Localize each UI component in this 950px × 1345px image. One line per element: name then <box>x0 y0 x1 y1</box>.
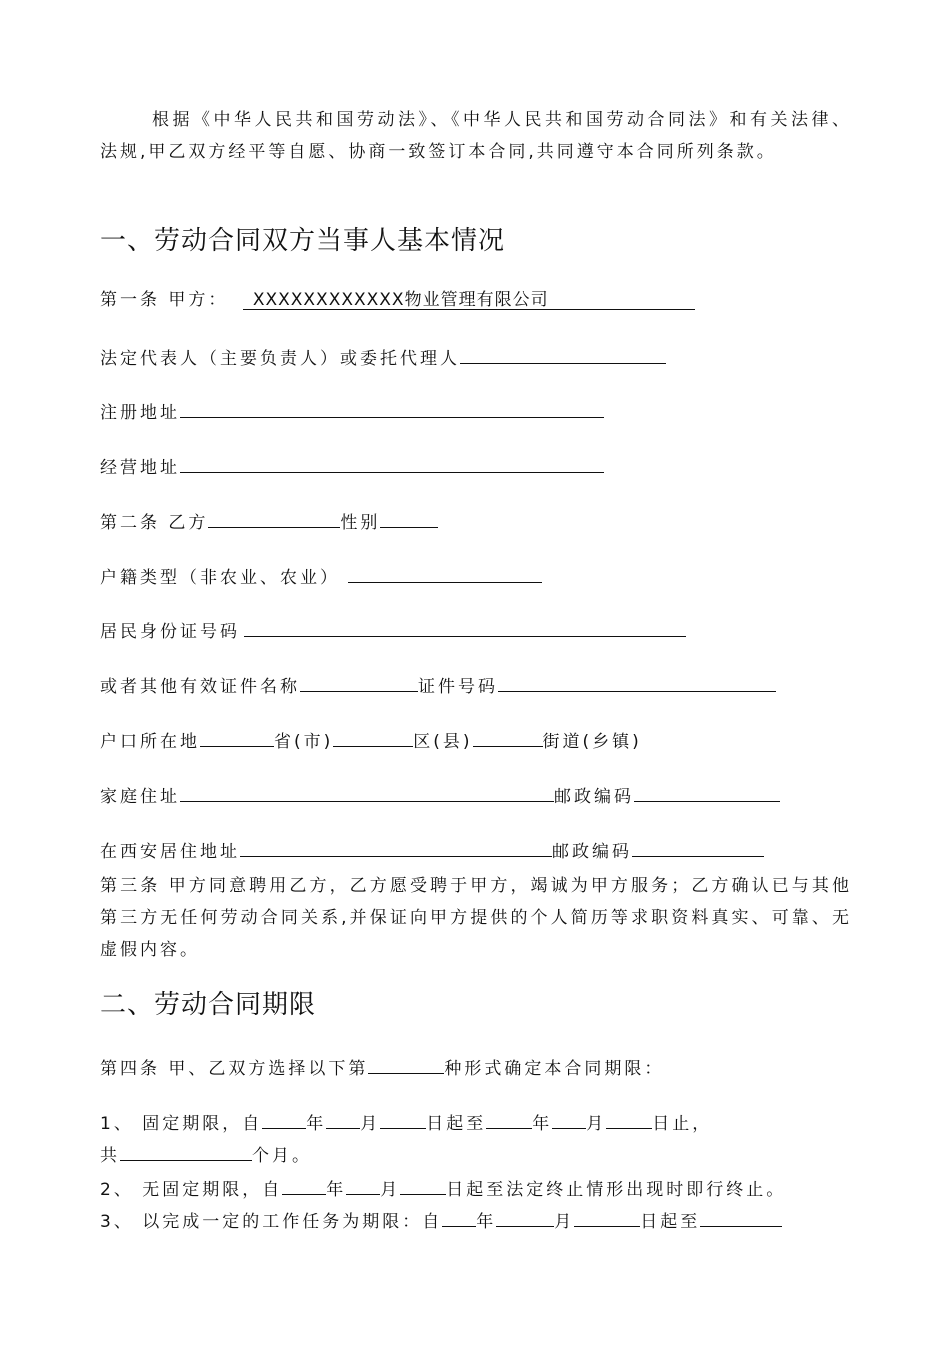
option3-label: 3、 以完成一定的工作任务为期限：自 <box>100 1212 443 1232</box>
legal-rep-row <box>100 347 666 368</box>
article1-row <box>100 292 695 310</box>
xian-addr-field[interactable] <box>240 840 552 857</box>
option2-row <box>100 1178 786 1199</box>
article4-tail: 种形式确定本合同期限： <box>444 1059 665 1079</box>
cert-number-label: 证件号码 <box>418 677 498 697</box>
gender-label: 性别 <box>340 513 381 533</box>
option3-row <box>100 1210 782 1231</box>
opt2-day[interactable] <box>400 1178 446 1195</box>
hukou-type-row <box>100 566 542 587</box>
hukou-type-field[interactable] <box>348 566 542 583</box>
intro-paragraph <box>100 104 852 168</box>
article1-label: 第一条 甲方： <box>100 290 229 310</box>
id-number-field[interactable] <box>244 620 686 637</box>
party-a-value: XXXXXXXXXXXX物业管理有限公司 <box>252 290 549 310</box>
reg-addr-label: 注册地址 <box>100 403 180 423</box>
hukou-type-label: 户籍类型（非农业、农业） <box>100 568 340 588</box>
year-label: 年 <box>532 1114 553 1134</box>
opt1-end-month[interactable] <box>552 1112 586 1129</box>
option2-label: 2、 无固定期限，自 <box>100 1180 283 1200</box>
opt1-end-year[interactable] <box>486 1112 532 1129</box>
district-label: 区(县) <box>413 732 473 752</box>
home-addr-row <box>100 785 780 806</box>
month-label: 月 <box>360 1114 381 1134</box>
year-label: 年 <box>306 1114 327 1134</box>
month-label: 月 <box>380 1180 401 1200</box>
opt1-start-month[interactable] <box>326 1112 360 1129</box>
opt3-month[interactable] <box>496 1210 554 1227</box>
legal-rep-label: 法定代表人（主要负责人）或委托代理人 <box>100 349 460 369</box>
party-b-field[interactable] <box>208 511 340 528</box>
article3-paragraph <box>100 870 852 966</box>
province-field[interactable] <box>200 730 274 747</box>
opt2-year[interactable] <box>282 1178 326 1195</box>
biz-addr-row <box>100 456 604 477</box>
opt3-day[interactable] <box>574 1210 640 1227</box>
opt1-start-year[interactable] <box>262 1112 306 1129</box>
xian-addr-label: 在西安居住地址 <box>100 842 240 862</box>
month-label: 月 <box>586 1114 607 1134</box>
option3-tail: 日起至 <box>640 1212 701 1232</box>
opt2-month[interactable] <box>346 1178 380 1195</box>
opt3-year[interactable] <box>442 1210 476 1227</box>
reg-addr-field[interactable] <box>180 401 604 418</box>
reg-addr-row <box>100 401 604 422</box>
postcode-field[interactable] <box>634 785 780 802</box>
other-cert-field[interactable] <box>300 675 418 692</box>
section2-title: 二、劳动合同期限 <box>100 990 317 1020</box>
biz-addr-label: 经营地址 <box>100 458 180 478</box>
section1-title: 一、劳动合同双方当事人基本情况 <box>100 226 506 256</box>
district-field[interactable] <box>333 730 413 747</box>
total-label: 共 <box>100 1146 120 1166</box>
opt1-start-day[interactable] <box>380 1112 426 1129</box>
province-label: 省(市) <box>274 732 334 752</box>
opt1-months-field[interactable] <box>120 1144 252 1161</box>
months-end-label: 个月。 <box>252 1146 312 1166</box>
day-from-label: 日起至 <box>426 1114 487 1134</box>
article3-text: 第三条 甲方同意聘用乙方，乙方愿受聘于甲方，竭诚为甲方服务；乙方确认已与其他第三方无任何劳动合同关系,并保证向甲方提供的个人简历等求职资料真实、可靠、无虚假内容。 <box>100 876 852 960</box>
intro-text: 根据《中华人民共和国劳动法》、《中华人民共和国劳动合同法》和有关法律、法规,甲乙双方经平等自愿、协商一致签订本合同,共同遵守本合同所列条款。 <box>100 110 852 162</box>
option1-label: 1、 固定期限，自 <box>100 1114 263 1134</box>
article4-label: 第四条 甲、乙双方选择以下第 <box>100 1059 369 1079</box>
party-a-field[interactable] <box>243 292 695 310</box>
id-number-row <box>100 620 686 641</box>
hukou-loc-row <box>100 730 642 751</box>
opt1-end-day[interactable] <box>606 1112 652 1129</box>
biz-addr-field[interactable] <box>180 456 604 473</box>
year-label: 年 <box>476 1212 497 1232</box>
cert-number-field[interactable] <box>498 675 776 692</box>
term-form-field[interactable] <box>368 1057 444 1074</box>
article4-row <box>100 1057 664 1078</box>
article2-row <box>100 511 438 532</box>
option2-tail: 日起至法定终止情形出现时即行终止。 <box>446 1180 787 1200</box>
month-label: 月 <box>554 1212 575 1232</box>
home-addr-field[interactable] <box>180 785 554 802</box>
home-addr-label: 家庭住址 <box>100 787 180 807</box>
postcode2-field[interactable] <box>632 840 764 857</box>
option1-row <box>100 1112 712 1133</box>
article2-label: 第二条 乙方 <box>100 513 209 533</box>
day-until-label: 日止， <box>652 1114 713 1134</box>
postcode-label: 邮政编码 <box>554 787 634 807</box>
xian-addr-row <box>100 840 764 861</box>
gender-field[interactable] <box>380 511 438 528</box>
id-number-label: 居民身份证号码 <box>100 622 240 642</box>
hukou-loc-label: 户口所在地 <box>100 732 200 752</box>
other-cert-row <box>100 675 776 696</box>
opt3-end-field[interactable] <box>700 1210 782 1227</box>
street-label: 街道(乡镇) <box>542 732 642 752</box>
option1-total-row <box>100 1144 312 1165</box>
year-label: 年 <box>326 1180 347 1200</box>
postcode2-label: 邮政编码 <box>552 842 632 862</box>
legal-rep-field[interactable] <box>460 347 666 364</box>
street-field[interactable] <box>473 730 543 747</box>
other-cert-label: 或者其他有效证件名称 <box>100 677 300 697</box>
